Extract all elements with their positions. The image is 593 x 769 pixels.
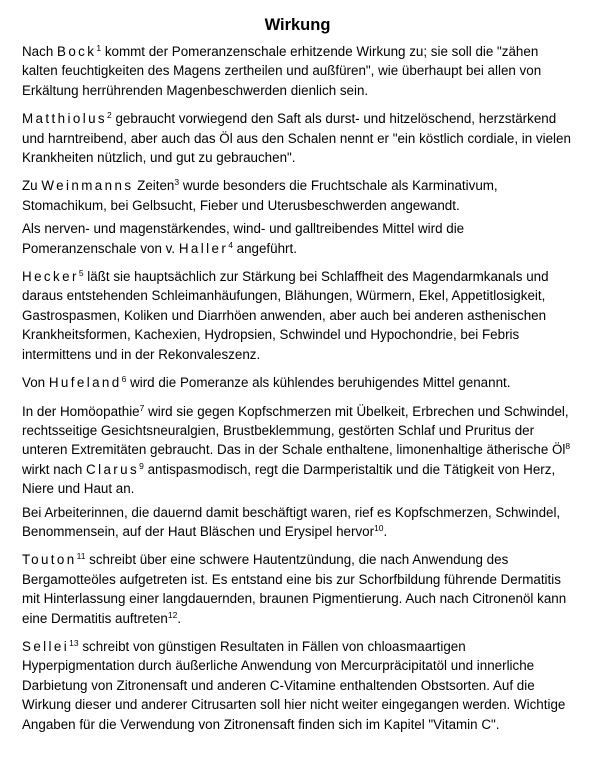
paragraph (22, 402, 573, 499)
footnote-ref: 4 (228, 239, 233, 250)
footnote-ref: 8 (565, 441, 571, 452)
author-name: Matthiolus (22, 111, 108, 127)
footnote-ref: 7 (139, 402, 145, 413)
text-run: wurde besonders die Fruchtschale als Karminativum, Stomachikum, bei Gelbsucht, Fieber und Uterusbeschwerden angewandt. (22, 178, 498, 213)
footnote-ref: 13 (69, 637, 79, 648)
text-run: angeführt. (232, 240, 297, 256)
paragraph (22, 550, 573, 628)
paragraph (22, 219, 573, 258)
footnote-ref: 1 (96, 43, 102, 53)
text-run: Von (22, 375, 49, 391)
footnote-ref: 10 (374, 522, 384, 533)
page-title: Wirkung (264, 16, 331, 34)
text-run: antispasmodisch, regt die Darmperistaltik und die Tätigkeit von Herz, Niere und Haut an. (22, 461, 556, 497)
text-run: läßt sie hauptsächlich zur Stärkung bei Schlaffheit des Magendarmkanals und daraus entstehenden Schleimanhäufungen, Blähungen, Würmern, Ekel, Appetitlosigkeit, Gastrospasmen, Koliken und Diarrhöen anwenden, aber auch bei anderen asthenischen Krankheitsformen, Kachexien, Hydropsien, Schwindel und Hypochondrie, bei Febris intermittens und in der Rekonvaleszenz. (22, 269, 549, 362)
footnote-ref: 2 (107, 110, 112, 121)
text-run: Als nerven- und magenstärkendes, wind- und galltreibendes Mittel wird die Pomeranzenschale von v. (22, 221, 465, 256)
author-name: Clarus (86, 461, 140, 477)
footnote-ref: 3 (174, 177, 180, 188)
author-name: Bock (56, 44, 97, 59)
paragraph (22, 503, 573, 542)
author-name: Touton (22, 552, 77, 568)
text-run: wirkt nach (22, 461, 86, 477)
paragraph (22, 637, 573, 734)
text-run: Zu (22, 178, 42, 194)
text-run: kommt der Pomeranzenschale erhitzende Wirkung zu; sie soll die "zähen kalten feuchtigkeiten des Magens zertheilen und außfüren", wie überhaupt bei allen von Erkältung herrührenden Magenbeschwerden dienlich sein. (22, 44, 542, 98)
paragraph (22, 109, 573, 167)
footnote-ref: 9 (139, 460, 144, 471)
footnote-ref: 6 (121, 374, 127, 385)
text-run: . (383, 523, 388, 539)
text-run: schreibt über eine schwere Hautentzündung, die nach Anwendung des Bergamotteöles aufgetreten ist. Es entstand eine bis zur Schorfbildung führende Dermatitis mit Hinterlassung einer langdauernden, braunen Pigmentierung. Auch nach Citronenöl kann eine Dermatitis auftreten (22, 552, 567, 626)
paragraph (22, 176, 573, 215)
footnote-ref: 5 (78, 268, 84, 279)
text-run: gebraucht vorwiegend den Saft als durst- und hitzelöschend, herzstärkend und harntreibend, aber auch das Öl aus den Schalen nennt er "ein köstlich cordiale, in vielen Krankheiten nützlich, und gut zu gebrauchen". (22, 111, 571, 166)
text-run: Zeiten (133, 178, 175, 194)
text-run: wird die Pomeranze als kühlendes beruhigendes Mittel genannt. (126, 375, 511, 391)
text-run: In der Homöopathie (22, 403, 140, 419)
paragraph (22, 373, 573, 392)
paragraph (22, 267, 573, 364)
author-name: Hecker (22, 269, 79, 285)
body-text (22, 42, 573, 734)
author-name: Weinmanns (41, 178, 134, 194)
author-name: Hufeland (48, 375, 122, 391)
text-run: Nach (22, 44, 57, 59)
text-run: Bei Arbeiterinnen, die dauernd damit beschäftigt waren, rief es Kopfschmerzen, Schwindel, Benommensein, auf der Haut Bläschen und Erysipel hervor (22, 504, 561, 539)
footnote-ref: 12 (167, 609, 178, 620)
text-run: wird sie gegen Kopfschmerzen mit Übelkeit, Erbrechen und Schwindel, rechtsseitige Gesichtsneuralgien, Brustbeklemmung, gestörten Schlaf und Pruritus der unteren Extremitäten gebraucht. Das in der Schale enthaltene, limonenhaltige ätherische Öl (22, 403, 569, 458)
author-name: Sellei (22, 638, 70, 654)
text-run: . (177, 610, 182, 626)
paragraph (22, 42, 573, 100)
text-run: schreibt von günstigen Resultaten in Fällen von chloasmaartigen Hyperpigmentation durch äußerliche Anwendung von Mercurpräcipitatöl und innerliche Darbietung von Zitronensaft und anderen C-Vitamine enthaltenden Obstsorten. Auf die Wirkung dieser und anderer Citrusarten soll hier nicht weiter eingegangen werden. Wichtige Angaben für die Verwendung von Zitronensaft finden sich im Kapitel "Vitamin C". (22, 638, 566, 732)
footnote-ref: 11 (76, 551, 86, 562)
author-name: Haller (178, 240, 229, 256)
